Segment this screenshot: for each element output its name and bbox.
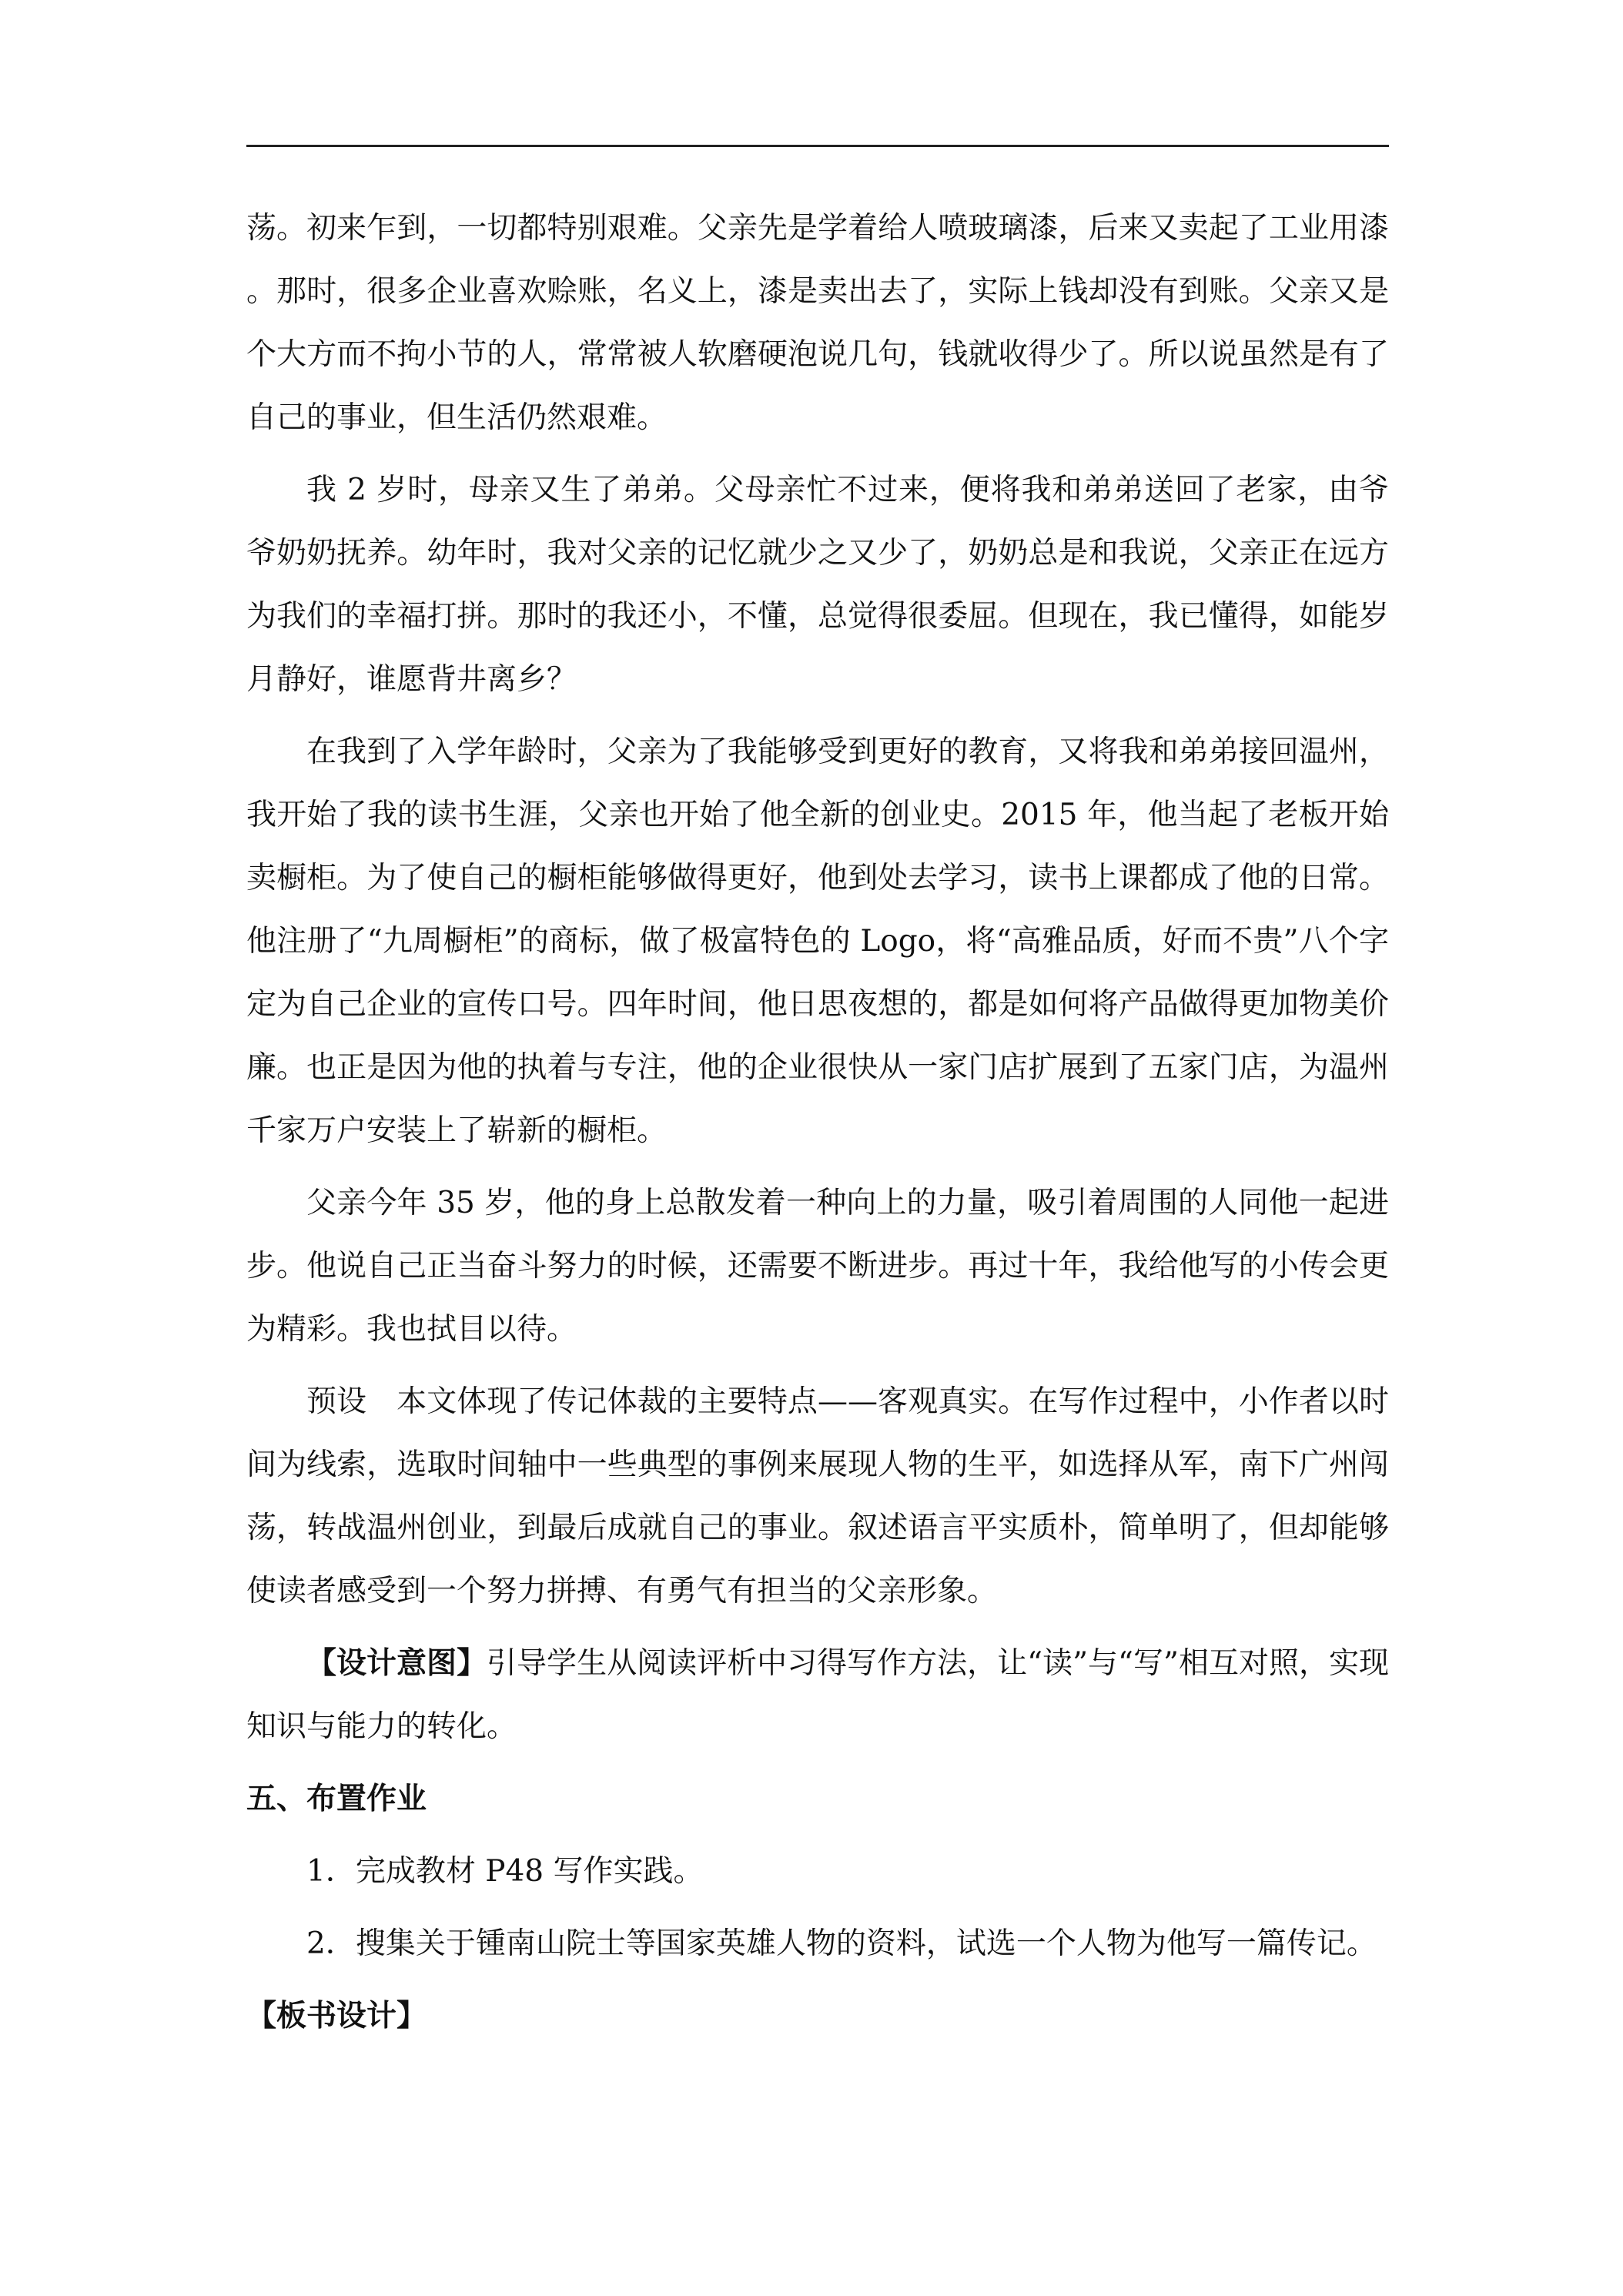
- paragraph-3: 在我到了入学年龄时，父亲为了我能够受到更好的教育，又将我和弟弟接回温州，我开始了我的读书生涯，父亲也开始了他全新的创业史。2015 年，他当起了老板开始卖橱柜。为了使自己的橱柜能够做得更好，他到处去学习，读书上课都成了他的日常。他注册了“九周橱柜”的商标，做了极富特色的 Logo，将“高雅品质，好而不贵”八个字定为自己企业的宣传口号。四年时间，他日思夜想的，都是如何将产品做得更加物美价廉。也正是因为他的执着与专注，他的企业很快从一家门店扩展到了五家门店，为温州千家万户安装上了崭新的橱柜。: [246, 735, 1389, 1148]
- design-intent-paragraph: [246, 1632, 1389, 1759]
- document-body: [246, 197, 1389, 2048]
- board-design-heading: 【板书设计】: [246, 1999, 427, 2033]
- design-intent-text: 引导学生从阅读评析中习得写作方法，让“读”与“写”相互对照，实现知识与能力的转化。: [246, 1646, 1389, 1744]
- homework-item-1: 1．完成教材 P48 写作实践。: [306, 1854, 704, 1889]
- homework-item-2: 2．搜集关于锺南山院士等国家英雄人物的资料，试选一个人物为他写一篇传记。: [306, 1926, 1377, 1961]
- header-rule: [246, 145, 1389, 147]
- paragraph-preset: 预设 本文体现了传记体裁的主要特点——客观真实。在写作过程中，小作者以时间为线索，选取时间轴中一些典型的事例来展现人物的生平，如选择从军，南下广州闯荡，转战温州创业，到最后成就自己的事业。叙述语言平实质朴，简单明了，但却能够使读者感受到一个努力拼搏、有勇气有担当的父亲形象。: [246, 1384, 1389, 1608]
- homework-heading: 五、布置作业: [246, 1782, 427, 1816]
- paragraph-1: 荡。初来乍到，一切都特别艰难。父亲先是学着给人喷玻璃漆，后来又卖起了工业用漆。那时，很多企业喜欢赊账，名义上，漆是卖出去了，实际上钱却没有到账。父亲又是个大方而不拘小节的人，常常被人软磨硬泡说几句，钱就收得少了。所以说虽然是有了自己的事业，但生活仍然艰难。: [246, 211, 1389, 435]
- design-intent-label: 【设计意图】: [306, 1646, 487, 1681]
- paragraph-4: 父亲今年 35 岁，他的身上总散发着一种向上的力量，吸引着周围的人同他一起进步。他说自己正当奋斗努力的时候，还需要不断进步。再过十年，我给他写的小传会更为精彩。我也拭目以待。: [246, 1186, 1389, 1347]
- paragraph-2: 我 2 岁时，母亲又生了弟弟。父母亲忙不过来，便将我和弟弟送回了老家，由爷爷奶奶抚养。幼年时，我对父亲的记忆就少之又少了，奶奶总是和我说，父亲正在远方为我们的幸福打拼。那时的我还小，不懂，总觉得很委屈。但现在，我已懂得，如能岁月静好，谁愿背井离乡？: [246, 473, 1389, 697]
